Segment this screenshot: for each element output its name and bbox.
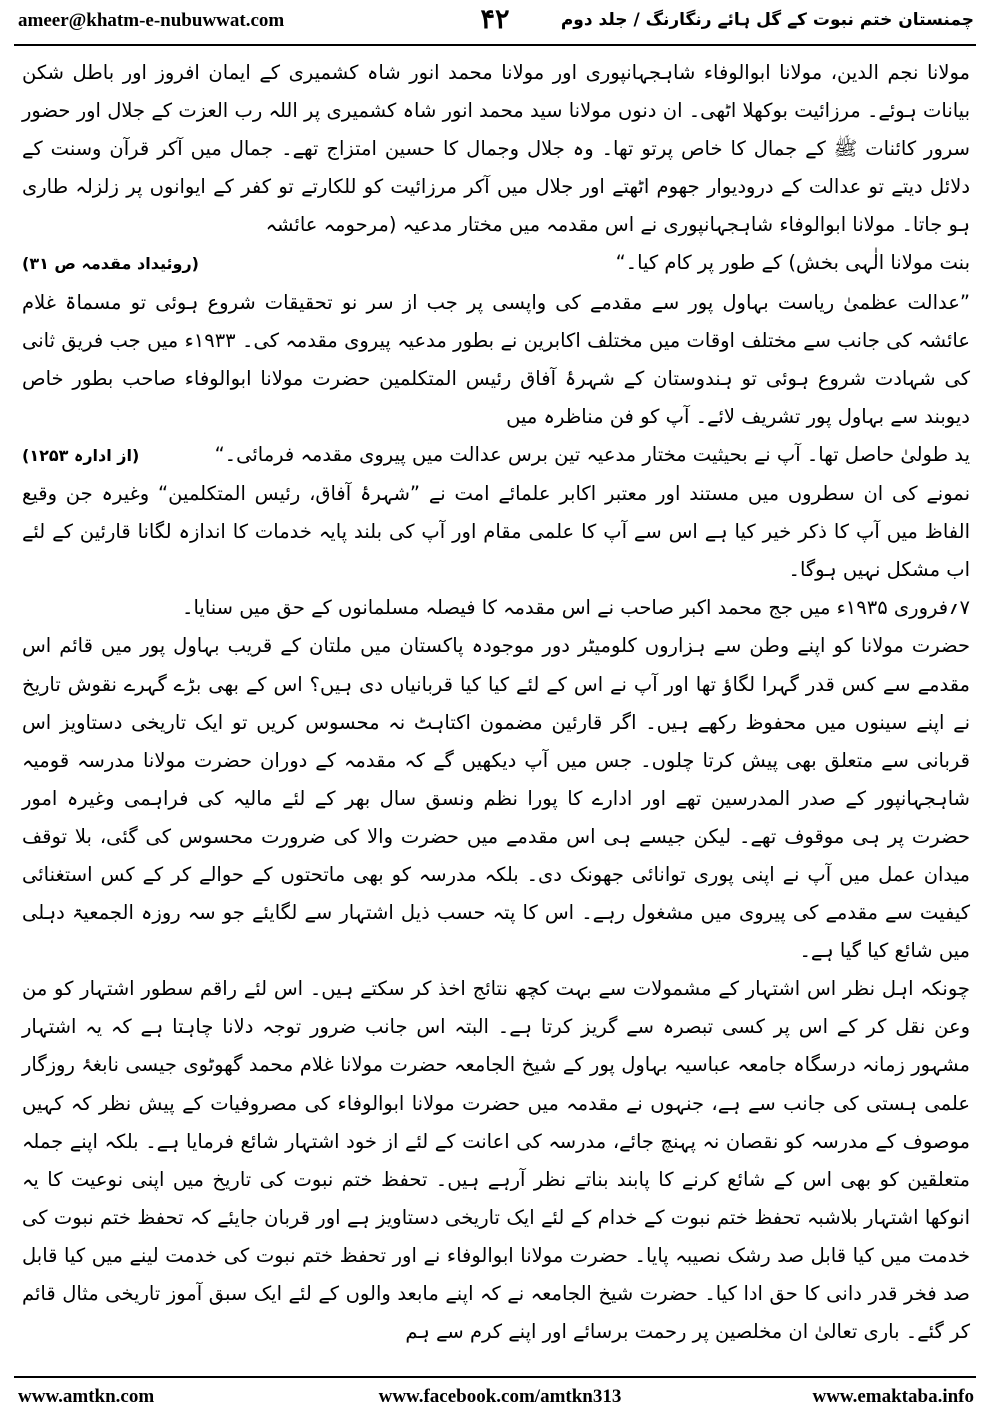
reference-1: (روئیداد مقدمہ ص ۳۱) [22,254,199,274]
paragraph-2: ”عدالت عظمیٰ ریاست بہاول پور سے مقدمے کی واپسی پر جب از سر نو تحقیقات شروع ہوئی تو مسماۃ غلام عائشہ کی جانب سے مختلف اوقات میں مختلف اکابرین نے بطور مدعیہ پیروی مقدمہ کی۔ ۱۹۳۳ء میں جب فریق ثانی کی شہادت شروع ہوئی تو ہندوستان کے شہرۂ آفاق رئیس المتکلمین حضرت مولانا ابوالوفاء صاحب بطور خاص دیوبند سے بہاول پور تشریف لائے۔ آپ کو فن مناظرہ میں [22,290,970,428]
paragraph-4: ۷؍فروری ۱۹۳۵ء میں جج محمد اکبر صاحب نے اس مقدمہ کا فیصلہ مسلمانوں کے حق میں سنایا۔ [182,596,970,620]
header-divider [14,44,976,46]
paragraph-1-end: بنت مولانا الٰہی بخش) کے طور پر کام کیا۔“ [615,251,970,275]
page-body [22,54,970,1351]
paragraph-2-end: ید طولیٰ حاصل تھا۔ آپ نے بحیثیت مختار مدعیہ تین برس عدالت میں پیروی مقدمہ فرمائی۔“ [214,442,970,466]
reference-2: (از ادارہ ۱۲۵۳) [22,445,140,465]
page-footer [0,1380,990,1414]
page-number: ۴۲ [480,4,510,35]
footer-link-amtkn[interactable]: www.amtkn.com [18,1386,155,1407]
paragraph-3: نمونے کی ان سطروں میں مستند اور معتبر اکابر علمائے امت نے ”شہرۂ آفاق، رئیس المتکلمین“ وغیرہ جن وقیع الفاظ میں آپ کا ذکر خیر کیا ہے اس سے آپ کا علمی مقام اور آپ کی بلند پایہ خدمات کا اندازہ لگانا قارئین کے لئے اب مشکل نہیں ہوگا۔ [22,482,970,582]
header-email[interactable]: ameer@khatm-e-nubuwwat.com [18,10,285,31]
paragraph-1: مولانا نجم الدین، مولانا ابوالوفاء شاہجہانپوری اور مولانا محمد انور شاہ کشمیری کے ایمان افروز اور باطل شکن بیانات ہوئے۔ مرزائیت بوکھلا اٹھی۔ ان دنوں مولانا سید محمد انور شاہ کشمیری پر اللہ رب العزت کے جلال اور حضور سرور کائنات ﷺ کے جمال کا خاص پرتو تھا۔ وہ جلال وجمال کا حسین امتزاج تھے۔ جمال میں آکر قرآن وسنت کے دلائل دیتے تو عدالت کے درودیوار جھوم اٹھتے اور جلال میں آکر مرزائیت کو للکارتے تو کفر کے ایوانوں پر زلزلہ طاری ہو جاتا۔ مولانا ابوالوفاء شاہجہانپوری نے اس مقدمہ میں مختار مدعیہ (مرحومہ عائشہ [22,61,970,237]
paragraph-2-closing-line [22,436,970,475]
page-header [0,0,990,46]
paragraph-6: چونکہ اہل نظر اس اشتہار کے مشمولات سے بہت کچھ نتائج اخذ کر سکتے ہیں۔ اس لئے راقم سطور اشتہار کو من وعن نقل کر کے اس پر کسی تبصرہ سے گریز کرتا ہے۔ البتہ اس جانب ضرور توجہ دلانا چاہتا ہے کہ یہ اشتہار مشہور زمانہ درسگاہ جامعہ عباسیہ بہاول پور کے شیخ الجامعہ حضرت مولانا غلام محمد گھوٹوی جیسی نابغۂ روزگار علمی ہستی کی جانب سے ہے، جنہوں نے مقدمہ میں حضرت مولانا ابوالوفاء کی مصروفیات کے پیش نظر کہ کہیں موصوف کے مدرسہ کو نقصان نہ پہنچ جائے، مدرسہ کی اعانت کے لئے از خود اشتہار شائع فرمایا ہے۔ بلکہ اپنے جملہ متعلقین کو بھی اس کے شائع کرنے کا پابند بناتے نظر آرہے ہیں۔ تحفظ ختم نبوت کی تاریخ میں اپنی نوعیت کا یہ انوکھا اشتہار بلاشبہ تحفظ ختم نبوت کے خدام کے لئے ایک تاریخی دستاویز ہے اور قربان جایئے کہ تحفظ ختم نبوت کی خدمت میں کیا قابل صد رشک نصیبہ پایا۔ حضرت مولانا ابوالوفاء نے اور تحفظ ختم نبوت کی خدمت لینے میں کیا قابل صد فخر قدر دانی کا حق ادا کیا۔ حضرت شیخ الجامعہ نے کہ اپنے مابعد والوں کے لئے ایک سبق آموز تاریخی مثال قائم کر گئے۔ باری تعالیٰ ان مخلصین پر رحمت برسائے اور اپنے کرم سے ہم [22,977,970,1344]
book-title: چمنستان ختم نبوت کے گل ہائے رنگارنگ / جلد دوم [560,10,974,30]
footer-link-facebook[interactable]: www.facebook.com/amtkn313 [378,1386,622,1407]
footer-link-emaktaba[interactable]: www.emaktaba.info [812,1386,974,1407]
paragraph-1-closing-line [22,244,970,283]
footer-divider [14,1376,976,1378]
paragraph-5: حضرت مولانا کو اپنے وطن سے ہزاروں کلومیٹر دور موجودہ پاکستان میں ملتان کے قریب بہاول پور میں قائم اس مقدمے سے کس قدر گہرا لگاؤ تھا اور آپ نے اس کے لئے کیا کیا قربانیاں دی ہیں؟ اس کے بھی بڑے گہرے نقوش تاریخ نے اپنے سینوں میں محفوظ رکھے ہیں۔ اگر قارئین مضمون اکتاہٹ نہ محسوس کریں تو ایک تاریخی دستاویز اس قربانی سے متعلق بھی پیش کرتا چلوں۔ جس میں آپ دیکھیں گے کہ مقدمہ کے دوران حضرت مولانا مدرسہ قومیہ شاہجہانپور کے صدر المدرسین تھے اور ادارے کا پورا نظم ونسق سال بھر کے لئے مالیہ کی فراہمی وغیرہ امور حضرت پر ہی موقوف تھے۔ لیکن جیسے ہی اس مقدمے میں حضرت والا کی ضرورت محسوس کی گئی، بلا توقف میدان عمل میں آپ نے اپنی پوری توانائی جھونک دی۔ بلکہ مدرسہ کو بھی ماتحتوں کے حوالے کر کے کس استغنائی کیفیت سے مقدمے کی پیروی میں مشغول رہے۔ اس کا پتہ حسب ذیل اشتہار سے لگایئے جو سہ روزہ الجمعیۃ دہلی میں شائع کیا گیا ہے۔ [22,634,971,963]
